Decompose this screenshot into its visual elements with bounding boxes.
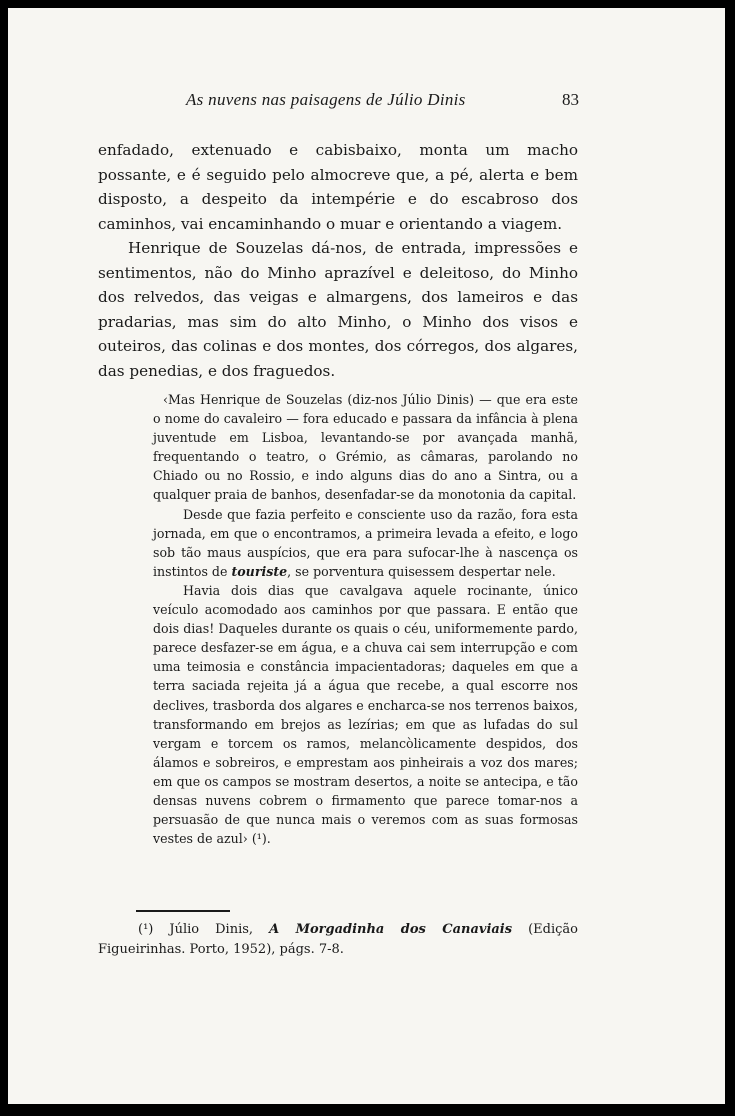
quote-text: Desde que fazia perfeito e consciente uso da razão, fora esta jornada, em que o encontramos, a primeira levada a efeito, e logo sob tão maus auspícios, que era para sufocar-lhe à nascença os instintos de [153,506,578,579]
main-text [98,138,578,383]
quote-paragraph: ‹Mas Henrique de Souzelas (diz-nos Júlio Dinis) — que era este o nome do cavaleiro — fora educado e passara da infância à plena juventude em Lisboa, levantando-se por avançada manhã, frequentando o teatro, o Grémio, as câmaras, parolando no Chiado ou no Rossio, e indo alguns dias do ano a Sintra, ou a qualquer praia de banhos, desenfadar-se da monotonia da capital. [153,392,578,503]
footnote-author: Júlio Dinis, [153,922,270,937]
footnote-divider [136,910,230,912]
quote-paragraph [153,581,578,848]
running-title: As nuvens nas paisagens de Júlio Dinis [186,90,466,109]
footnote-citation: (Edição Figueirinhas. Porto, 1952), págs. 7-8. [98,922,578,957]
quote-paragraph [153,505,578,581]
block-quote [153,390,578,848]
footnote [98,920,578,960]
footnote-reference: (¹). [247,831,271,847]
page-number: 83 [562,90,579,109]
footnote-marker: (¹) [138,922,154,937]
body-paragraph: Henrique de Souzelas dá-nos, de entrada, impressões e sentimentos, não do Minho aprazível e deleitoso, do Minho dos relvedos, das veigas e almargens, dos lameiros e das pradarias, mas sim do alto Minho, o Minho dos visos e outeiros, das colinas e dos montes, dos córregos, dos algares, das penedias, e dos fraguedos. [98,239,578,380]
book-page [8,8,725,1104]
footnote-title: A Morgadinha dos Canaviais [269,922,513,937]
page-header [8,90,725,114]
quote-emphasis: touriste [231,563,288,579]
quote-text: , se porventura quisessem despertar nele. [287,563,556,579]
body-paragraph: enfadado, extenuado e cabisbaixo, monta um macho possante, e é seguido pelo almocreve que, a pé, alerta e bem disposto, a despeito da intempérie e do escabroso dos caminhos, vai encaminhando o muar e orientando a viagem. [98,141,578,233]
quote-text: Havia dois dias que cavalgava aquele rocinante, único veículo acomodado aos caminhos por que passara. E então que dois dias! Daqueles durante os quais o céu, uniformemente pardo, parece desfazer-se em água, e a chuva cai sem interrupção e com uma teimosia e constância impacientadoras; daqueles em que a terra saciada rejeita já a água que recebe, a qual escorre nos declives, trasborda dos algares e encharca-se nos terrenos baixos, transformando em brejos as lezírias; em que as lufadas do sul vergam e torcem os ramos, melancòlicamente despidos, dos álamos e sobreiros, e emprestam aos pinheirais a voz dos mares; em que os campos se mostram desertos, a noite se antecipa, e tão densas nuvens cobrem o firmamento que parece tomar-nos a persuasão de que nunca mais o veremos com as suas formosas vestes de azul› [153,582,578,847]
